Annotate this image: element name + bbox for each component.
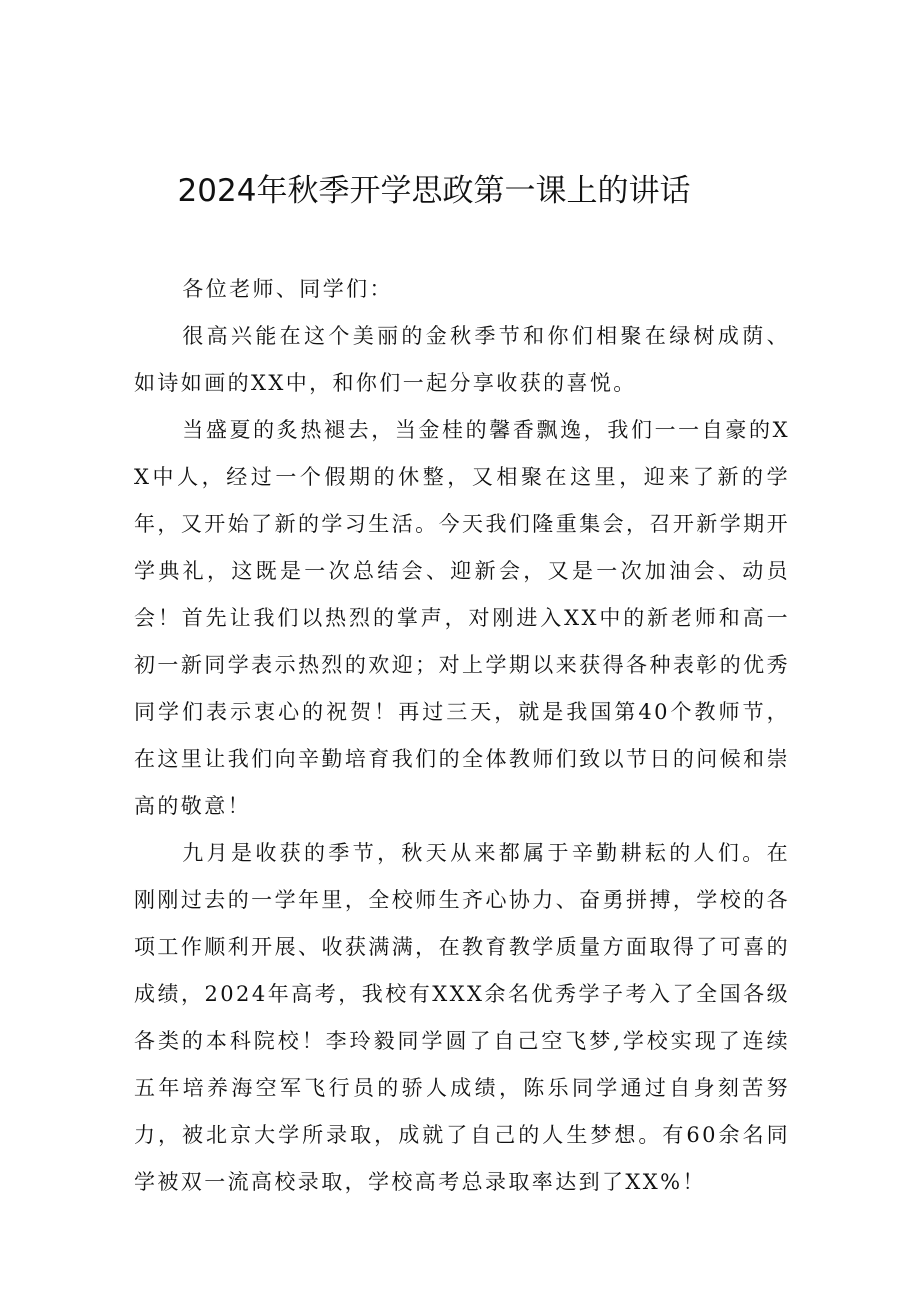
paragraph-3: 九月是收获的季节，秋天从来都属于辛勤耕耘的人们。在刚刚过去的一学年里，全校师生齐心协力、奋勇拼搏，学校的各项工作顺利开展、收获满满，在教育教学质量方面取得了可喜的成绩，2024年高考，我校有XXX余名优秀学子考入了全国各级各类的本科院校！李玲毅同学圆了自己空飞梦,学校实现了连续五年培养海空军飞行员的骄人成绩，陈乐同学通过自身刻苦努力，被北京大学所录取，成就了自己的人生梦想。有60余名同学被双一流高校录取，学校高考总录取率达到了XX%！ xyxy=(134,841,790,1194)
page-title: 2024年秋季开学思政第一课上的讲话 xyxy=(177,173,691,209)
salutation: 各位老师、同学们： xyxy=(182,277,393,301)
paragraph-2: 当盛夏的炙热褪去，当金桂的馨香飘逸，我们一一自豪的XX中人，经过一个假期的休整，又相聚在这里，迎来了新的学年，又开始了新的学习生活。今天我们隆重集会，召开新学期开学典礼，这既是一次总结会、迎新会，又是一次加油会、动员会！首先让我们以热烈的掌声，对刚进入XX中的新老师和高一初一新同学表示热烈的欢迎；对上学期以来获得各种表彰的优秀同学们表示衷心的祝贺！再过三天，就是我国第40个教师节，在这里让我们向辛勤培育我们的全体教师们致以节日的问候和崇高的敬意！ xyxy=(134,418,790,818)
speech-body xyxy=(134,266,790,1206)
paragraph-1: 很高兴能在这个美丽的金秋季节和你们相聚在绿树成荫、如诗如画的XX中，和你们一起分享收获的喜悦。 xyxy=(134,324,790,395)
